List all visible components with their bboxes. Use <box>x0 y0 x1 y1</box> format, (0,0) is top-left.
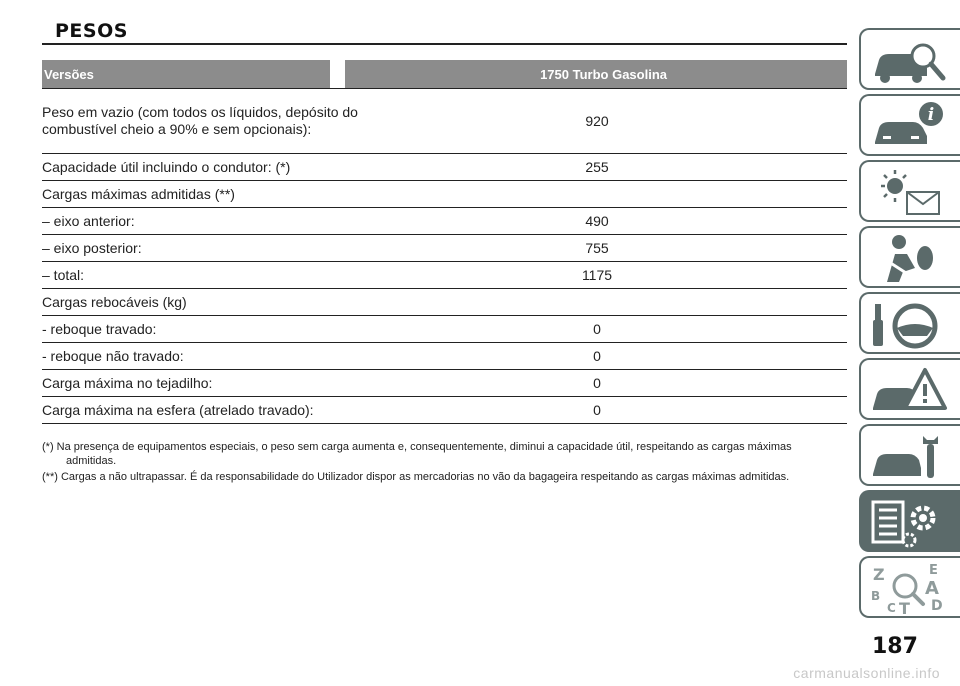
footnote-1-line2: admitidas. <box>66 455 117 467</box>
page-number: 187 <box>872 634 918 659</box>
row-label: Capacidade útil incluindo o condutor: (*) <box>42 158 291 175</box>
row-value: 0 <box>593 321 601 337</box>
table-row <box>42 208 847 235</box>
title-rule <box>42 43 847 45</box>
row-label: Cargas máximas admitidas (**) <box>42 185 235 202</box>
header-label-versions: Versões <box>44 67 94 82</box>
svg-text:i: i <box>927 105 935 125</box>
weights-table <box>42 88 847 424</box>
tab-car-info[interactable] <box>859 94 960 156</box>
svg-text:C: C <box>887 601 896 615</box>
alphabetical-index-icon <box>869 562 949 616</box>
row-value: 490 <box>585 213 609 229</box>
row-label: Cargas rebocáveis (kg) <box>42 293 187 310</box>
airbag-passenger-icon <box>869 232 949 286</box>
header-label-engine: 1750 Turbo Gasolina <box>540 67 667 82</box>
row-label: Peso em vazio (com todos os líquidos, depósito do combustível cheio a 90% e sem opcionais): <box>42 104 358 137</box>
car-wrench-icon <box>869 430 949 484</box>
row-label: – total: <box>42 266 85 283</box>
warning-lights-icon <box>869 166 949 220</box>
row-value: 0 <box>593 402 601 418</box>
row-value: 0 <box>593 348 601 364</box>
steering-wheel-key-icon <box>869 298 949 352</box>
table-row <box>42 397 847 424</box>
row-label: Carga máxima no tejadilho: <box>42 374 213 391</box>
svg-text:A: A <box>925 578 939 599</box>
row-label: – eixo anterior: <box>42 212 135 229</box>
table-header-engine <box>345 60 847 88</box>
row-value: 755 <box>585 240 609 256</box>
tab-airbag[interactable] <box>859 226 960 288</box>
row-value: 255 <box>585 159 609 175</box>
row-label: - reboque travado: <box>42 320 157 337</box>
table-header-versions <box>42 60 330 88</box>
tab-car-warning[interactable] <box>859 358 960 420</box>
car-warning-triangle-icon <box>869 364 949 418</box>
section-title: PESOS <box>55 20 128 42</box>
tab-index[interactable] <box>859 556 960 618</box>
footnote-1 <box>42 440 822 468</box>
row-label: Carga máxima na esfera (atrelado travado): <box>42 401 314 418</box>
svg-text:Z: Z <box>873 565 885 584</box>
table-row <box>42 262 847 289</box>
tab-steering-key[interactable] <box>859 292 960 354</box>
table-row <box>42 89 847 154</box>
tab-car-wrench[interactable] <box>859 424 960 486</box>
row-value: 0 <box>593 375 601 391</box>
table-row <box>42 289 847 316</box>
table-row <box>42 316 847 343</box>
footnote-1-line1: (*) Na presença de equipamentos especiais, o peso sem carga aumenta e, consequentemente, diminui a capacidade útil, respeitando as cargas máximas <box>42 441 792 453</box>
row-value: 1175 <box>581 267 613 283</box>
svg-text:B: B <box>871 589 881 603</box>
table-row <box>42 235 847 262</box>
specs-gear-icon <box>869 496 949 550</box>
table-row <box>42 154 847 181</box>
row-value: 920 <box>585 113 609 129</box>
table-row <box>42 343 847 370</box>
tab-warning-lights[interactable] <box>859 160 960 222</box>
footnote-2: (**) Cargas a não ultrapassar. É da responsabilidade do Utilizador dispor as mercadorias no vão da bagageira respeitando as cargas máximas admitidas. <box>42 471 790 483</box>
svg-text:D: D <box>931 598 943 614</box>
table-row <box>42 181 847 208</box>
tab-car-magnifier[interactable] <box>859 28 960 90</box>
car-info-icon <box>869 100 949 154</box>
svg-text:E: E <box>929 563 938 578</box>
car-magnifier-icon <box>869 34 949 88</box>
watermark: carmanualsonline.info <box>793 665 940 681</box>
row-label: – eixo posterior: <box>42 239 142 256</box>
svg-text:T: T <box>899 599 910 616</box>
table-row <box>42 370 847 397</box>
row-label: - reboque não travado: <box>42 347 184 364</box>
tab-specifications[interactable] <box>859 490 960 552</box>
footnotes <box>42 440 822 486</box>
